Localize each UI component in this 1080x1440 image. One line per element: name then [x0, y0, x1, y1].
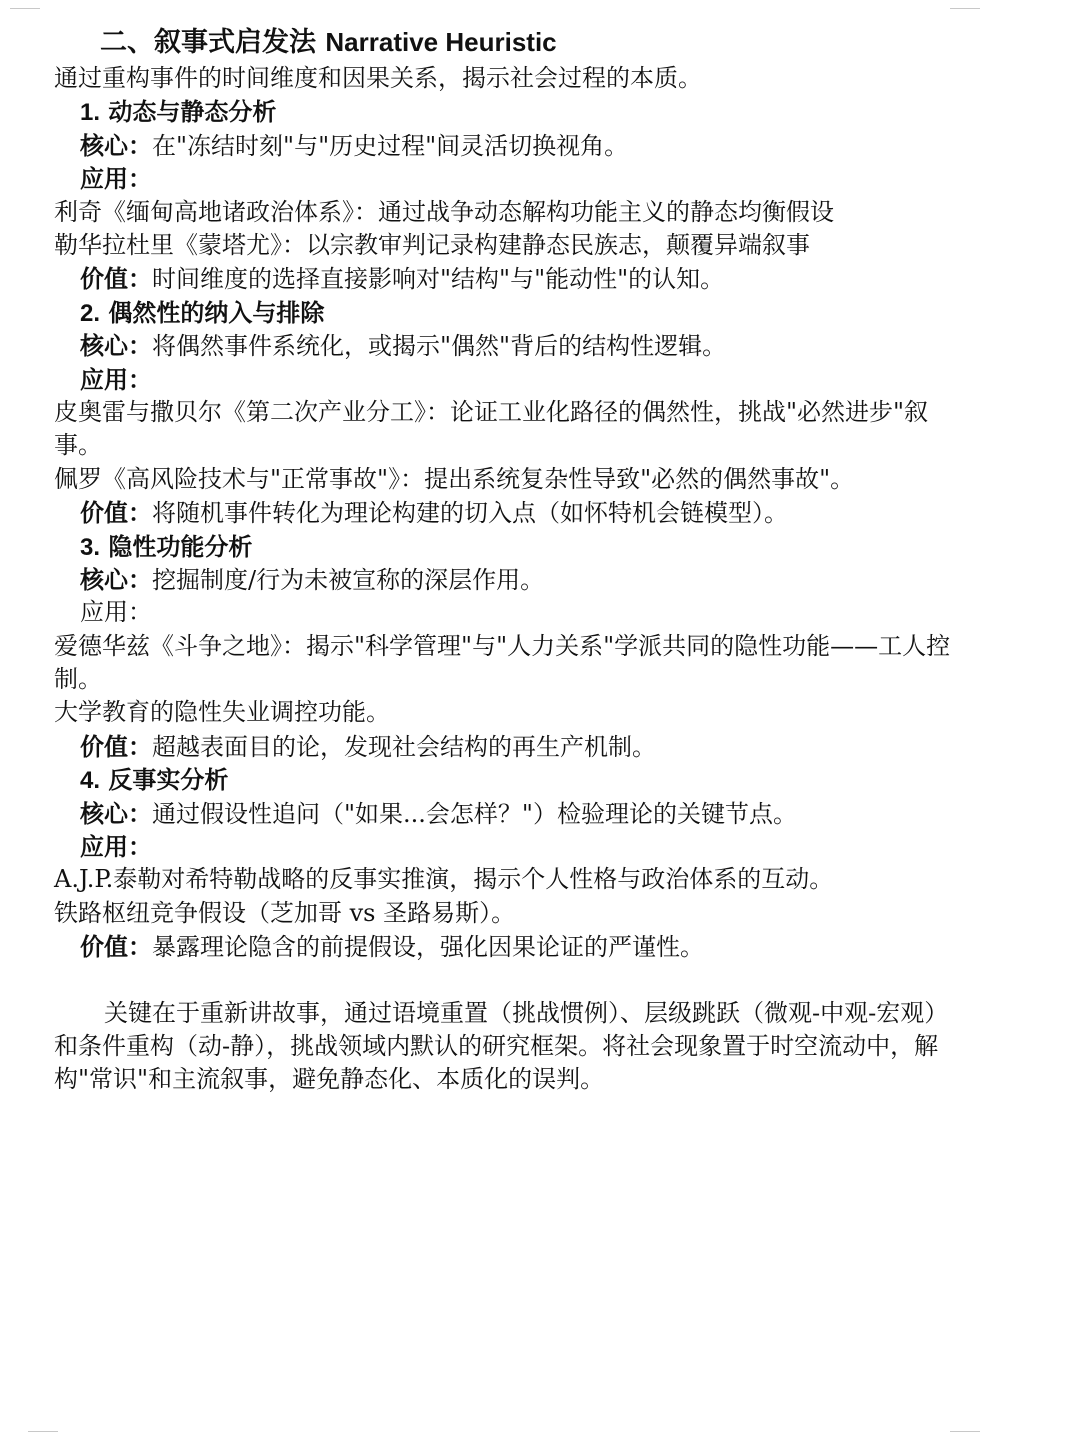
subsection-heading: 3. 隐性功能分析	[80, 531, 253, 561]
title-zh: 二、叙事式启发法	[100, 27, 316, 58]
spacer	[54, 964, 954, 997]
value-line: 价值：暴露理论隐含的前提假设，强化因果论证的严谨性。	[80, 932, 704, 962]
core-line: 核心：通过假设性追问（"如果...会怎样？"）检验理论的关键节点。	[80, 798, 797, 828]
page-corner-mark	[10, 0, 40, 9]
conclusion-paragraph: 关键在于重新讲故事，通过语境重置（挑战惯例）、层级跳跃（微观-中观-宏观）和条件重构（动-静），挑战领域内默认的研究框架。将社会现象置于时空流动中，解构"常识"和主流叙事，避免静态化、本质化的误判。	[54, 998, 939, 1093]
application-item: 勒华拉杜里《蒙塔尤》：以宗教审判记录构建静态民族志，颠覆异端叙事	[54, 230, 810, 259]
page-corner-mark	[950, 1431, 980, 1440]
core-line: 核心：将偶然事件系统化，或揭示"偶然"背后的结构性逻辑。	[80, 331, 727, 361]
core-line: 核心：在"冻结时刻"与"历史过程"间灵活切换视角。	[80, 130, 629, 160]
application-item: A.J.P.泰勒对希特勒战略的反事实推演，揭示个人性格与政治体系的互动。	[54, 865, 834, 894]
intro-text: 通过重构事件的时间维度和因果关系，揭示社会过程的本质。	[54, 64, 702, 92]
application-item: 皮奥雷与撒贝尔《第二次产业分工》：论证工业化路径的偶然性，挑战"必然进步"叙事。	[54, 397, 929, 460]
value-line: 价值：超越表面目的论，发现社会结构的再生产机制。	[80, 731, 656, 761]
core-line: 核心：挖掘制度/行为未被宣称的深层作用。	[80, 564, 545, 594]
value-line: 价值：时间维度的选择直接影响对"结构"与"能动性"的认知。	[80, 264, 725, 294]
application-item: 利奇《缅甸高地诸政治体系》：通过战争动态解构功能主义的静态均衡假设	[54, 197, 834, 226]
section-title	[54, 22, 954, 62]
application-label: 应用：	[80, 832, 152, 862]
subsection-heading: 1. 动态与静态分析	[80, 97, 277, 127]
application-label: 应用：	[80, 598, 152, 627]
title-en: Narrative Heuristic	[325, 27, 557, 57]
page-corner-mark	[28, 1431, 58, 1440]
value-line: 价值：将随机事件转化为理论构建的切入点（如怀特机会链模型）。	[80, 498, 788, 528]
application-item: 佩罗《高风险技术与"正常事故"》：提出系统复杂性导致"必然的偶然事故"。	[54, 464, 855, 493]
document-page	[54, 22, 954, 1096]
application-label: 应用：	[80, 164, 152, 194]
page-corner-mark	[950, 0, 980, 9]
application-item: 大学教育的隐性失业调控功能。	[54, 698, 390, 727]
application-item: 爱德华兹《斗争之地》：揭示"科学管理"与"人力关系"学派共同的隐性功能——工人控制。	[54, 631, 951, 694]
application-label: 应用：	[80, 364, 152, 394]
subsection-heading: 4. 反事实分析	[80, 765, 229, 795]
application-item: 铁路枢纽竞争假设（芝加哥 vs 圣路易斯）。	[54, 898, 516, 927]
subsection-heading: 2. 偶然性的纳入与排除	[80, 297, 325, 327]
